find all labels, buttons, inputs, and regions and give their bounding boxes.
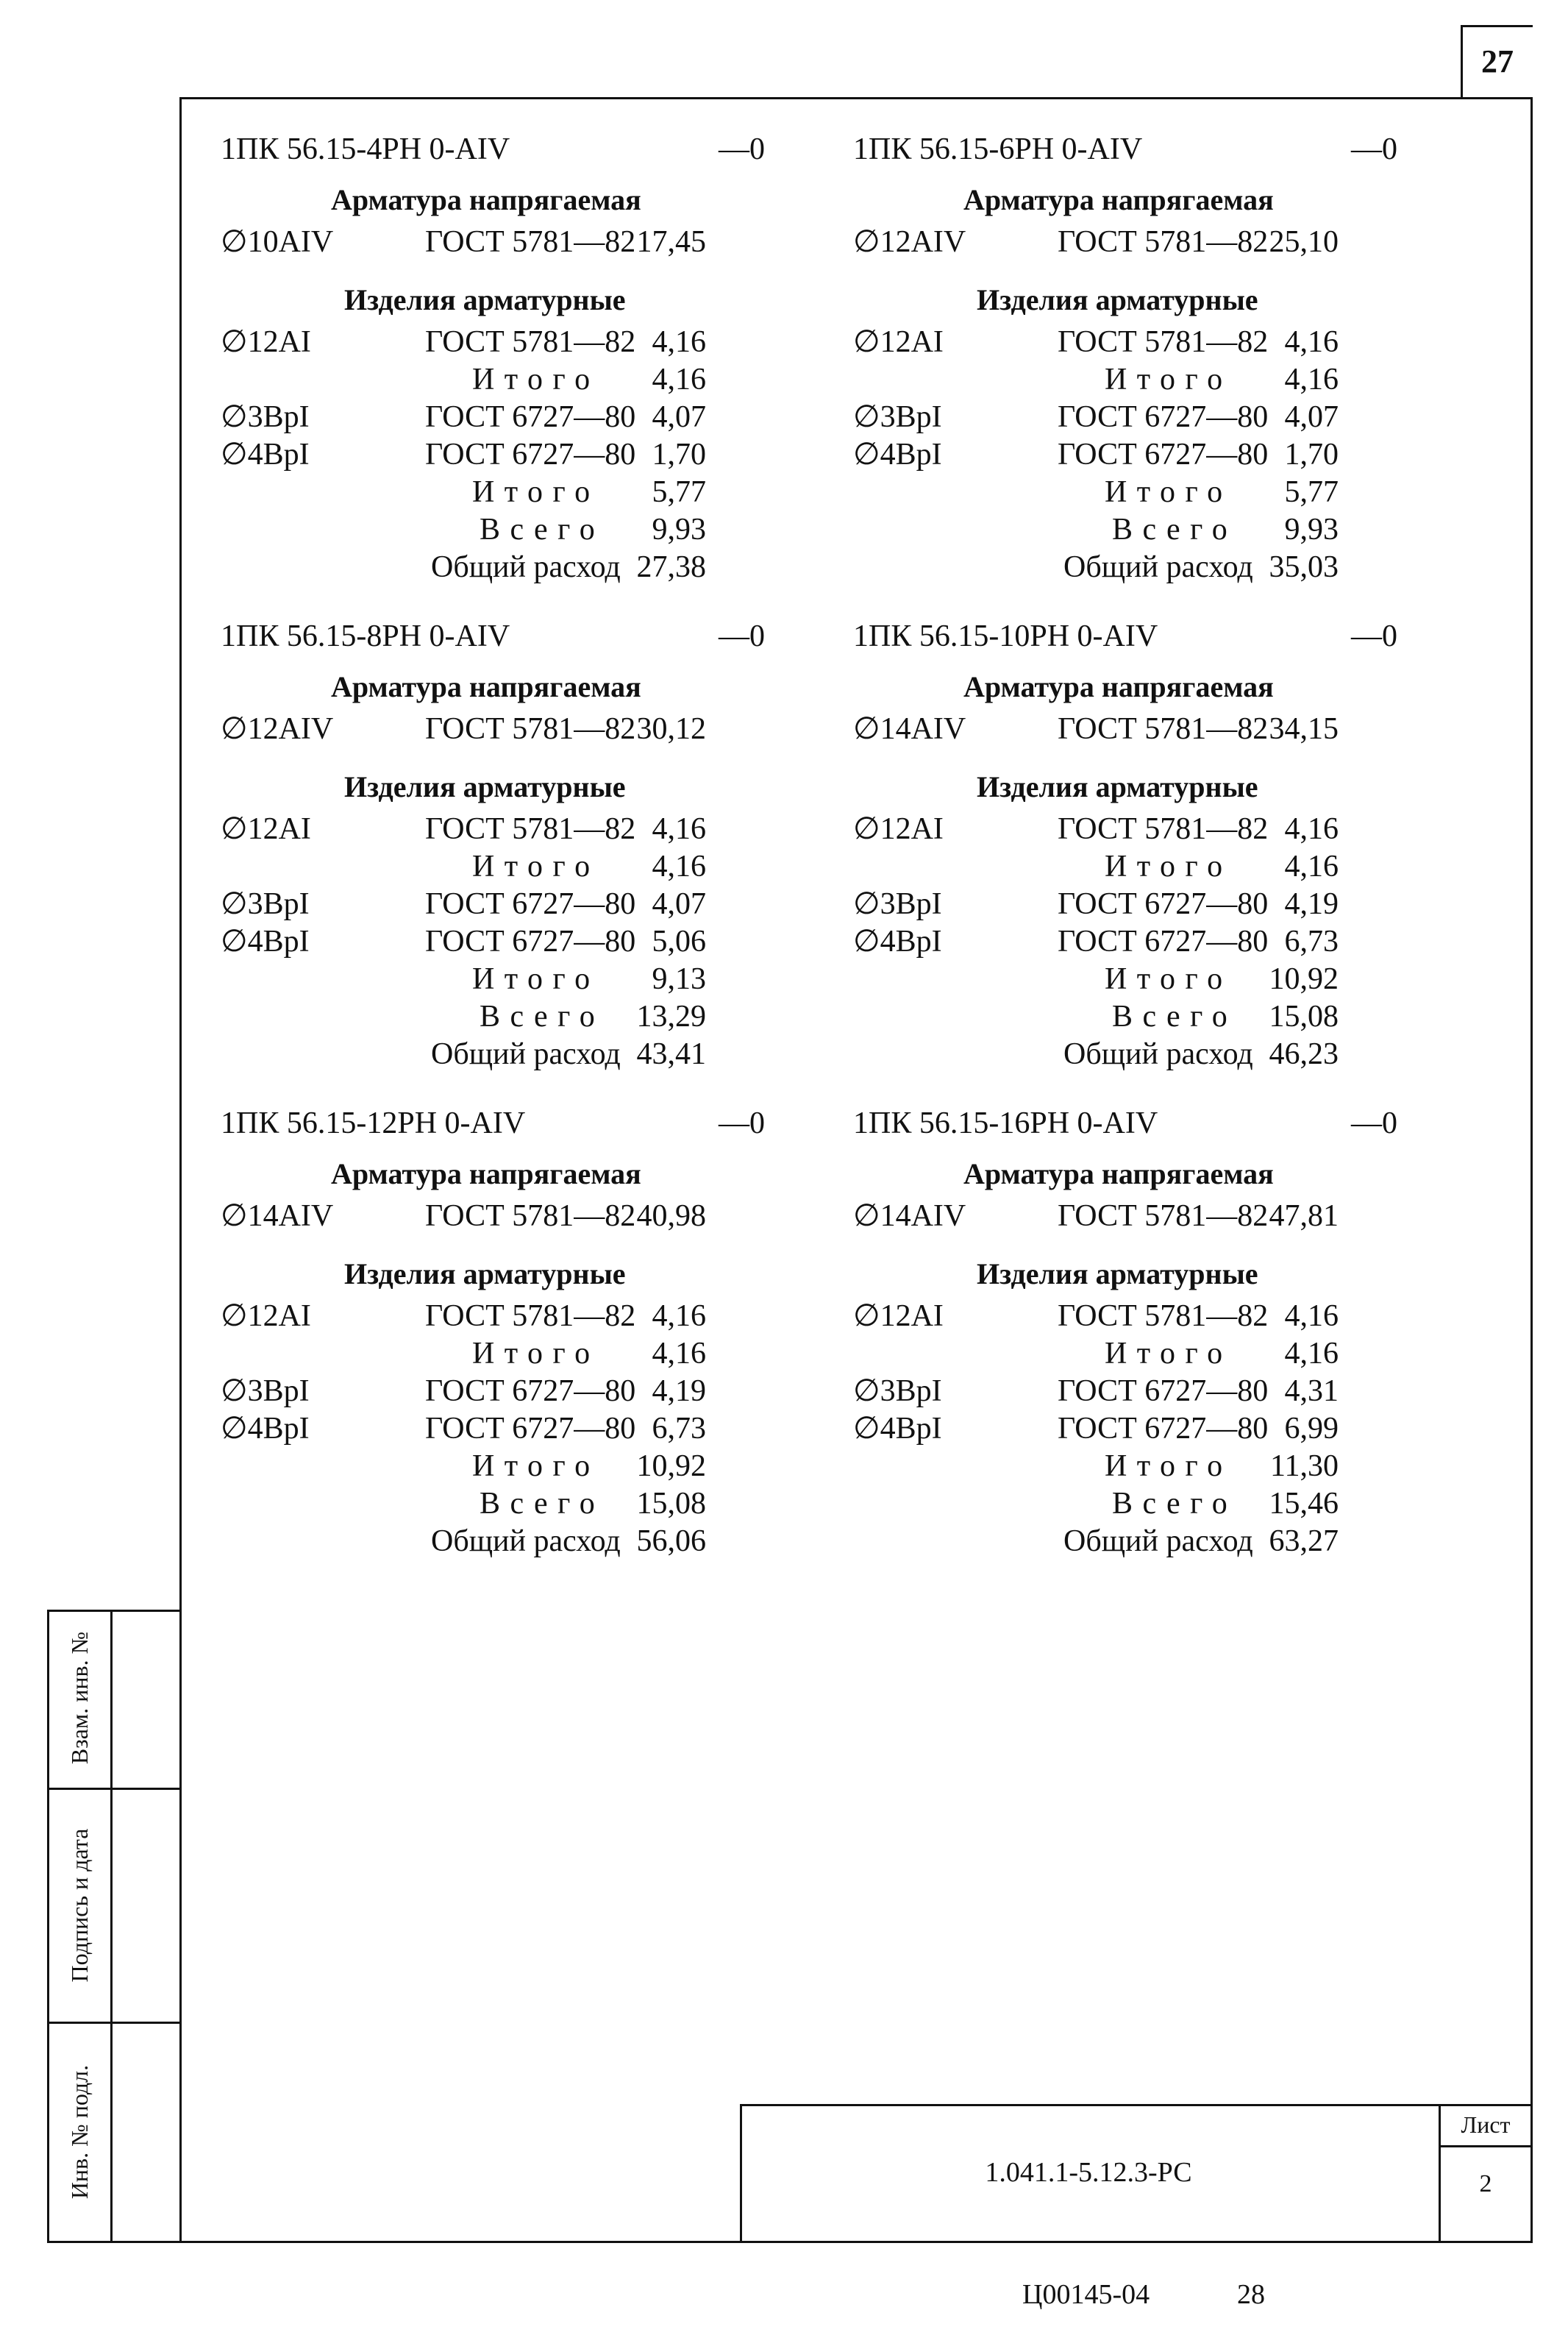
row-total-label: Общий расход — [431, 1524, 621, 1558]
row-value: 1,70 — [652, 438, 706, 472]
stamp-outer-line — [47, 1610, 49, 2242]
row-gost: ГОСТ 6727—80 — [1058, 1374, 1269, 1408]
row-total-label: Итого — [472, 850, 600, 884]
row-bar: ∅12AI — [221, 812, 311, 846]
row-value: 1,70 — [1284, 438, 1339, 472]
row-bar: ∅3BpI — [221, 400, 310, 434]
row-total-label: Всего — [1112, 513, 1238, 547]
row-bar: ∅3BpI — [221, 1374, 310, 1408]
prestressed-header: Арматура напрягаемая — [331, 183, 641, 216]
row-value: 10,92 — [1269, 962, 1339, 996]
prestressed-header: Арматура напрягаемая — [963, 670, 1274, 703]
row-gost: ГОСТ 6727—80 — [1058, 400, 1269, 434]
row-total-label: Итого — [472, 475, 600, 509]
row-total-label: Всего — [1112, 1000, 1238, 1034]
frame-bottom-line — [47, 2241, 1533, 2243]
row-total-label: Итого — [1105, 363, 1233, 397]
section-dash: —0 — [1351, 619, 1397, 653]
stamp-div-2 — [47, 2022, 181, 2024]
row-total-label: Всего — [480, 1487, 605, 1521]
row-value: 56,06 — [636, 1524, 706, 1558]
corner-box-top — [1461, 25, 1533, 27]
stamp-swap-inv-label: Взам. инв. № — [66, 1631, 93, 1765]
section-title: 1ПК 56.15-6РН 0-AIV — [853, 132, 1143, 166]
frame-left-line — [179, 97, 182, 2242]
row-value: 4,16 — [652, 812, 706, 846]
frame-right-line — [1530, 97, 1533, 2242]
prestressed-bar: ∅14AIV — [853, 712, 966, 746]
row-total-label: Итого — [472, 962, 600, 996]
products-header: Изделия арматурные — [344, 770, 626, 803]
row-value: 10,92 — [636, 1449, 706, 1483]
row-total-label: Итого — [472, 1449, 600, 1483]
section-title: 1ПК 56.15-16РН 0-AIV — [853, 1106, 1158, 1140]
row-total-label: Итого — [472, 1337, 600, 1371]
stamp-signature-date-label: Подпись и дата — [66, 1828, 93, 1983]
row-total-label: Общий расход — [431, 550, 621, 584]
row-value: 4,19 — [1284, 887, 1339, 921]
corner-box-left — [1461, 25, 1463, 99]
corner-page-number: 27 — [1481, 43, 1514, 79]
products-header: Изделия арматурные — [344, 283, 626, 316]
prestressed-gost: ГОСТ 5781—82 — [1058, 1199, 1269, 1233]
row-gost: ГОСТ 5781—82 — [1058, 325, 1269, 359]
row-bar: ∅4BpI — [221, 438, 310, 472]
prestressed-gost: ГОСТ 5781—82 — [425, 1199, 636, 1233]
row-bar: ∅3BpI — [853, 400, 942, 434]
row-total-label: Всего — [1112, 1487, 1238, 1521]
section-dash: —0 — [719, 132, 765, 166]
row-total-label: Всего — [480, 513, 605, 547]
row-value: 5,06 — [652, 925, 706, 959]
row-gost: ГОСТ 5781—82 — [1058, 1299, 1269, 1333]
row-total-label: Итого — [1105, 475, 1233, 509]
row-value: 6,99 — [1284, 1412, 1339, 1446]
row-value: 63,27 — [1269, 1524, 1339, 1558]
row-value: 5,77 — [1284, 475, 1339, 509]
sheet-number: 2 — [1479, 2170, 1492, 2197]
row-gost: ГОСТ 5781—82 — [425, 1299, 636, 1333]
row-gost: ГОСТ 6727—80 — [1058, 887, 1269, 921]
section-dash: —0 — [719, 619, 765, 653]
row-value: 4,07 — [652, 400, 706, 434]
section-title: 1ПК 56.15-4РН 0-AIV — [221, 132, 510, 166]
stamp-inv-original-label: Инв. № подл. — [66, 2064, 93, 2200]
row-bar: ∅12AI — [853, 325, 944, 359]
sheet-label: Лист — [1461, 2111, 1511, 2138]
row-gost: ГОСТ 6727—80 — [425, 438, 636, 472]
prestressed-bar: ∅14AIV — [853, 1199, 966, 1233]
row-value: 43,41 — [636, 1037, 706, 1071]
row-total-label: Итого — [1105, 962, 1233, 996]
row-gost: ГОСТ 6727—80 — [1058, 1412, 1269, 1446]
prestressed-header: Арматура напрягаемая — [963, 1157, 1274, 1190]
section-dash: —0 — [1351, 1106, 1397, 1140]
row-bar: ∅4BpI — [853, 438, 942, 472]
row-gost: ГОСТ 6727—80 — [425, 925, 636, 959]
row-total-label: Общий расход — [431, 1037, 621, 1071]
products-header: Изделия арматурные — [977, 1257, 1258, 1290]
prestressed-value: 25,10 — [1269, 225, 1339, 259]
row-bar: ∅12AI — [853, 1299, 944, 1333]
title-block-sheet-div — [1439, 2145, 1533, 2147]
row-value: 6,73 — [1284, 925, 1339, 959]
row-value: 4,16 — [652, 1337, 706, 1371]
row-bar: ∅3BpI — [853, 1374, 942, 1408]
prestressed-value: 34,15 — [1269, 712, 1339, 746]
prestressed-header: Арматура напрягаемая — [331, 1157, 641, 1190]
row-value: 11,30 — [1270, 1449, 1339, 1483]
prestressed-bar: ∅12AIV — [853, 225, 966, 259]
row-value: 4,16 — [652, 1299, 706, 1333]
row-value: 9,93 — [1284, 513, 1339, 547]
prestressed-gost: ГОСТ 5781—82 — [1058, 225, 1269, 259]
row-value: 27,38 — [636, 550, 706, 584]
row-value: 9,13 — [652, 962, 706, 996]
row-total-label: Общий расход — [1063, 550, 1253, 584]
row-bar: ∅4BpI — [853, 1412, 942, 1446]
row-gost: ГОСТ 6727—80 — [425, 1374, 636, 1408]
row-bar: ∅12AI — [221, 325, 311, 359]
row-total-label: Итого — [1105, 1449, 1233, 1483]
row-value: 4,16 — [1284, 850, 1339, 884]
row-total-label: Итого — [472, 363, 600, 397]
products-header: Изделия арматурные — [977, 283, 1258, 316]
row-gost: ГОСТ 5781—82 — [1058, 812, 1269, 846]
row-value: 4,07 — [1284, 400, 1339, 434]
title-block-top — [740, 2104, 1533, 2106]
prestressed-gost: ГОСТ 5781—82 — [425, 712, 636, 746]
row-gost: ГОСТ 6727—80 — [1058, 438, 1269, 472]
row-value: 15,46 — [1269, 1487, 1339, 1521]
prestressed-bar: ∅10AIV — [221, 225, 334, 259]
section-dash: —0 — [719, 1106, 765, 1140]
row-bar: ∅3BpI — [221, 887, 310, 921]
row-gost: ГОСТ 6727—80 — [425, 400, 636, 434]
row-value: 5,77 — [652, 475, 706, 509]
row-bar: ∅12AI — [853, 812, 944, 846]
row-total-label: Общий расход — [1063, 1524, 1253, 1558]
prestressed-value: 40,98 — [636, 1199, 706, 1233]
row-value: 4,07 — [652, 887, 706, 921]
row-value: 6,73 — [652, 1412, 706, 1446]
stamp-mid-line — [110, 1610, 113, 2242]
row-bar: ∅12AI — [221, 1299, 311, 1333]
row-value: 4,19 — [652, 1374, 706, 1408]
archive-code: Ц00145-04 — [1022, 2279, 1150, 2310]
row-value: 9,93 — [652, 513, 706, 547]
title-block-sheet-left — [1439, 2104, 1441, 2242]
row-gost: ГОСТ 6727—80 — [1058, 925, 1269, 959]
row-value: 4,31 — [1284, 1374, 1339, 1408]
frame-top-line — [179, 97, 1532, 99]
prestressed-value: 17,45 — [636, 225, 706, 259]
row-value: 13,29 — [636, 1000, 706, 1034]
row-value: 15,08 — [1269, 1000, 1339, 1034]
row-value: 4,16 — [1284, 363, 1339, 397]
prestressed-bar: ∅12AIV — [221, 712, 334, 746]
row-value: 4,16 — [1284, 1337, 1339, 1371]
row-gost: ГОСТ 5781—82 — [425, 325, 636, 359]
prestressed-value: 47,81 — [1269, 1199, 1339, 1233]
row-value: 15,08 — [636, 1487, 706, 1521]
prestressed-gost: ГОСТ 5781—82 — [425, 225, 636, 259]
prestressed-value: 30,12 — [636, 712, 706, 746]
products-header: Изделия арматурные — [977, 770, 1258, 803]
row-value: 4,16 — [652, 850, 706, 884]
section-dash: —0 — [1351, 132, 1397, 166]
prestressed-bar: ∅14AIV — [221, 1199, 334, 1233]
footer-page-number: 28 — [1237, 2279, 1265, 2310]
row-value: 46,23 — [1269, 1037, 1339, 1071]
doc-code: 1.041.1-5.12.3-РС — [985, 2157, 1192, 2188]
row-gost: ГОСТ 6727—80 — [425, 887, 636, 921]
section-title: 1ПК 56.15-8РН 0-AIV — [221, 619, 510, 653]
row-bar: ∅3BpI — [853, 887, 942, 921]
row-total-label: Общий расход — [1063, 1037, 1253, 1071]
row-gost: ГОСТ 6727—80 — [425, 1412, 636, 1446]
row-value: 4,16 — [1284, 325, 1339, 359]
row-value: 35,03 — [1269, 550, 1339, 584]
title-block-left — [740, 2104, 742, 2242]
prestressed-header: Арматура напрягаемая — [963, 183, 1274, 216]
row-value: 4,16 — [1284, 1299, 1339, 1333]
row-gost: ГОСТ 5781—82 — [425, 812, 636, 846]
section-title: 1ПК 56.15-10РН 0-AIV — [853, 619, 1158, 653]
row-total-label: Всего — [480, 1000, 605, 1034]
products-header: Изделия арматурные — [344, 1257, 626, 1290]
row-value: 4,16 — [652, 325, 706, 359]
prestressed-gost: ГОСТ 5781—82 — [1058, 712, 1269, 746]
row-bar: ∅4BpI — [853, 925, 942, 959]
row-bar: ∅4BpI — [221, 925, 310, 959]
section-title: 1ПК 56.15-12РН 0-AIV — [221, 1106, 526, 1140]
row-value: 4,16 — [1284, 812, 1339, 846]
row-total-label: Итого — [1105, 850, 1233, 884]
row-bar: ∅4BpI — [221, 1412, 310, 1446]
prestressed-header: Арматура напрягаемая — [331, 670, 641, 703]
row-value: 4,16 — [652, 363, 706, 397]
row-total-label: Итого — [1105, 1337, 1233, 1371]
